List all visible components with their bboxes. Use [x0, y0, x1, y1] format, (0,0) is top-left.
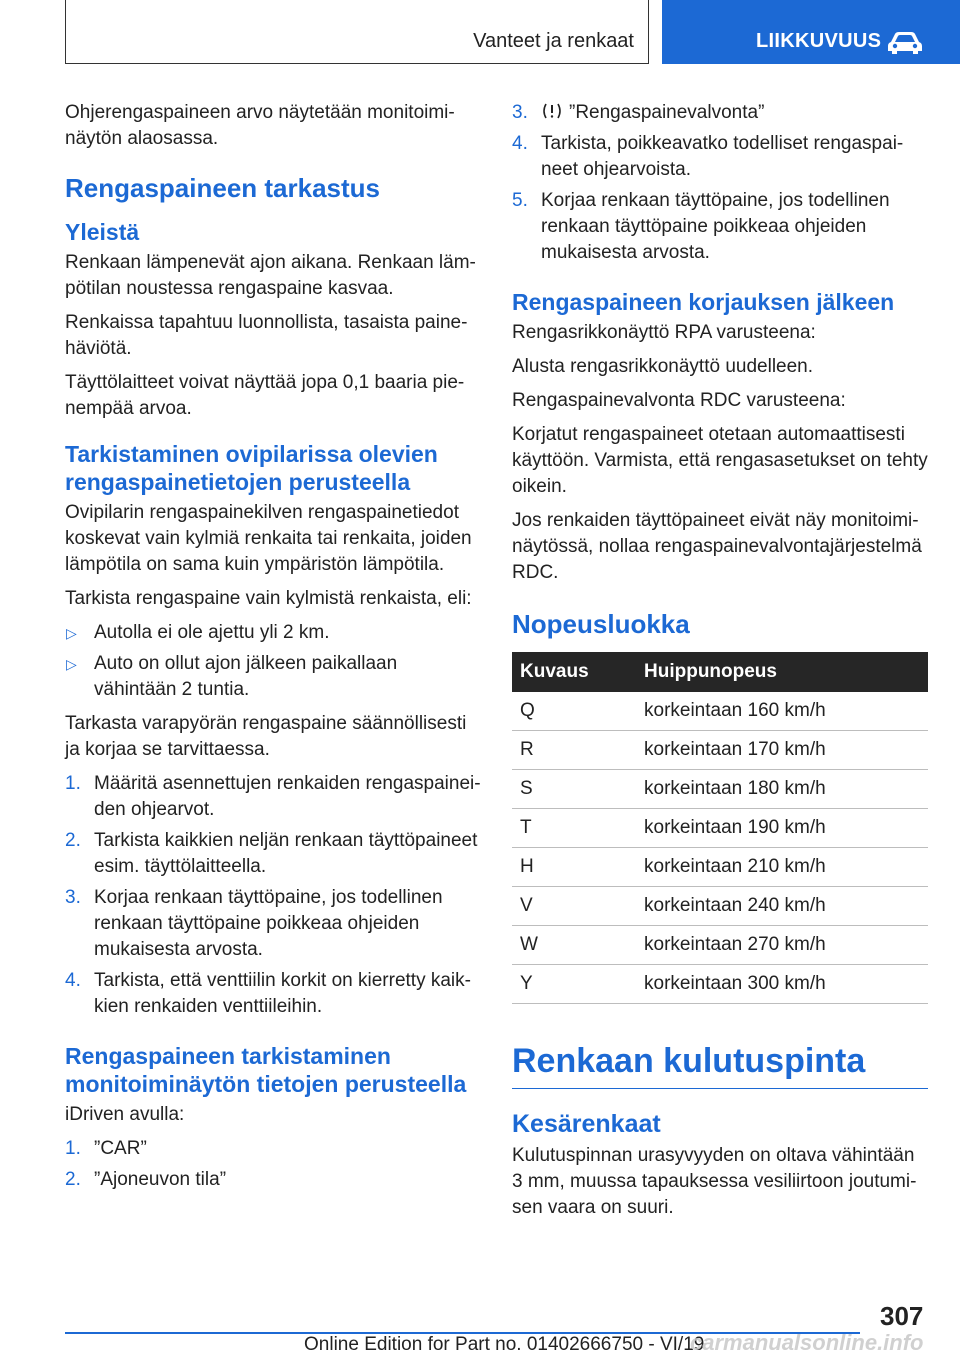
general-paragraph-3: Täyttölaitteet voivat näyttää jopa 0,1 baaria pienempää arvoa.: [65, 372, 465, 419]
list-item: 2. ”Ajoneuvon tila”: [65, 1169, 227, 1190]
cold-tire-conditions-list: [65, 620, 481, 703]
general-paragraph-2: Renkaissa tapahtuu luonnollista, tasaista painehäviötä.: [65, 312, 468, 359]
tire-warning-icon: [541, 101, 563, 121]
list-item: 4. Tarkista, poikkeavatko todelliset rengaspaineet ohjearvoista.: [512, 133, 904, 180]
watermark: carmanualsonline.info: [690, 1330, 924, 1355]
edition-footer: Online Edition for Part no. 01402666750 - VI/19: [304, 1334, 705, 1355]
list-item: ▷ Autolla ei ole ajettu yli 2 km.: [65, 620, 481, 646]
table-header-row: [512, 652, 928, 692]
list-item: 3. Korjaa renkaan täyttöpaine, jos todellinen renkaan täyttöpaine poikkeaa ohjeiden mukaisesta arvosta.: [65, 887, 443, 960]
pillar-paragraph-1: Ovipilarin rengaspainekilven rengaspainetiedot koskevat vain kylmiä renkaita tai renkaita, joiden lämpötila on sama kuin ympäristön lämpötila.: [65, 502, 472, 575]
table-row: R korkeintaan 170 km/h: [512, 731, 928, 770]
pillar-paragraph-2: Tarkista rengaspaine vain kylmistä renkaista, eli:: [65, 588, 472, 609]
list-item: 2. Tarkista kaikkien neljän renkaan täyttöpaineet esim. täyttölaitteella.: [65, 830, 478, 877]
table-row: H korkeintaan 210 km/h: [512, 848, 928, 887]
list-item: 1. ”CAR”: [65, 1138, 147, 1159]
page-header: [0, 0, 960, 66]
heading-summer-tires: Kesärenkaat: [512, 1110, 661, 1138]
column-header-top-speed: Huippunopeus: [636, 652, 928, 692]
chapter-tab[interactable]: [662, 0, 960, 64]
list-item: 4. Tarkista, että venttiilin korkit on kierretty kaikkien renkaiden venttiileihin.: [65, 970, 471, 1017]
list-item: ▷ Auto on ollut ajon jälkeen paikallaan vähintään 2 tuntia.: [66, 653, 398, 700]
table-row: Q korkeintaan 160 km/h: [512, 692, 928, 731]
car-icon: [885, 28, 925, 56]
table-row: S korkeintaan 180 km/h: [512, 770, 928, 809]
triangle-bullet-icon: ▷: [66, 656, 77, 672]
intro-paragraph: Ohjerengaspaineen arvo näytetään monitoiminäytön alaosassa.: [65, 102, 455, 149]
heading-tire-tread: Renkaan kulutuspinta: [512, 1040, 928, 1089]
after-paragraph-1: Rengasrikkonäyttö RPA varusteena:: [512, 322, 816, 343]
list-item: 1. Määritä asennettujen renkaiden rengaspaineiden ohjearvot.: [65, 773, 481, 820]
spare-wheel-paragraph: Tarkasta varapyörän rengaspaine säännöllisesti ja korjaa se tarvittaessa.: [65, 713, 467, 760]
idrive-steps-continued-list: [512, 100, 928, 266]
after-paragraph-2: Alusta rengasrikkonäyttö uudelleen.: [512, 356, 814, 377]
general-paragraph-1: Renkaan lämpenevät ajon aikana. Renkaan lämpötilan noustessa rengaspaine kasvaa.: [65, 252, 476, 299]
table-row: W korkeintaan 270 km/h: [512, 926, 928, 965]
table-row: Y korkeintaan 300 km/h: [512, 965, 928, 1004]
table-row: T korkeintaan 190 km/h: [512, 809, 928, 848]
heading-speed-rating: Nopeusluokka: [512, 609, 690, 639]
speed-rating-table: [512, 652, 928, 1004]
after-paragraph-5: Jos renkaiden täyttöpaineet eivät näy monitoiminäytössä, nollaa rengaspainevalvontajärjestelmä RDC.: [512, 510, 922, 583]
table-row: V korkeintaan 240 km/h: [512, 887, 928, 926]
list-item: 3. ”Rengaspainevalvonta”: [512, 102, 765, 123]
after-paragraph-3: Rengaspainevalvonta RDC varusteena:: [512, 390, 846, 411]
section-header-box: [65, 0, 649, 64]
summer-tires-paragraph: Kulutuspinnan urasyvyyden on oltava vähintään 3 mm, muussa tapauksessa vesiliirtoon joutumisen vaara on suuri.: [512, 1145, 917, 1218]
heading-tire-pressure-check: Rengaspaineen tarkastus: [65, 173, 381, 203]
right-column: [512, 100, 928, 1229]
triangle-bullet-icon: ▷: [66, 625, 77, 641]
after-paragraph-4: Korjatut rengaspaineet otetaan automaattisesti käyttöön. Varmista, että rengasasetukset on tehty oikein.: [512, 424, 928, 497]
left-column: [65, 100, 481, 1201]
page-number: 307: [880, 1301, 924, 1331]
list-item: 5. Korjaa renkaan täyttöpaine, jos todellinen renkaan täyttöpaine poikkeaa ohjeiden mukaisesta arvosta.: [512, 190, 890, 263]
heading-after-correction: Rengaspaineen korjauksen jälkeen: [512, 289, 895, 315]
column-header-description: Kuvaus: [512, 652, 636, 692]
heading-general: Yleistä: [65, 219, 140, 245]
chapter-tab-label: LIIKKUVUUS: [756, 30, 882, 52]
idrive-steps-list: [65, 1136, 481, 1193]
section-title: Vanteet ja renkaat: [473, 30, 634, 52]
heading-door-pillar-check: Tarkistaminen ovipilarissa olevien rengaspainetietojen perusteella: [65, 441, 438, 495]
display-paragraph: iDriven avulla:: [65, 1104, 185, 1125]
heading-display-check: Rengaspaineen tarkistaminen monitoiminäytön tietojen perusteella: [65, 1043, 467, 1097]
check-steps-list: [65, 771, 481, 1020]
